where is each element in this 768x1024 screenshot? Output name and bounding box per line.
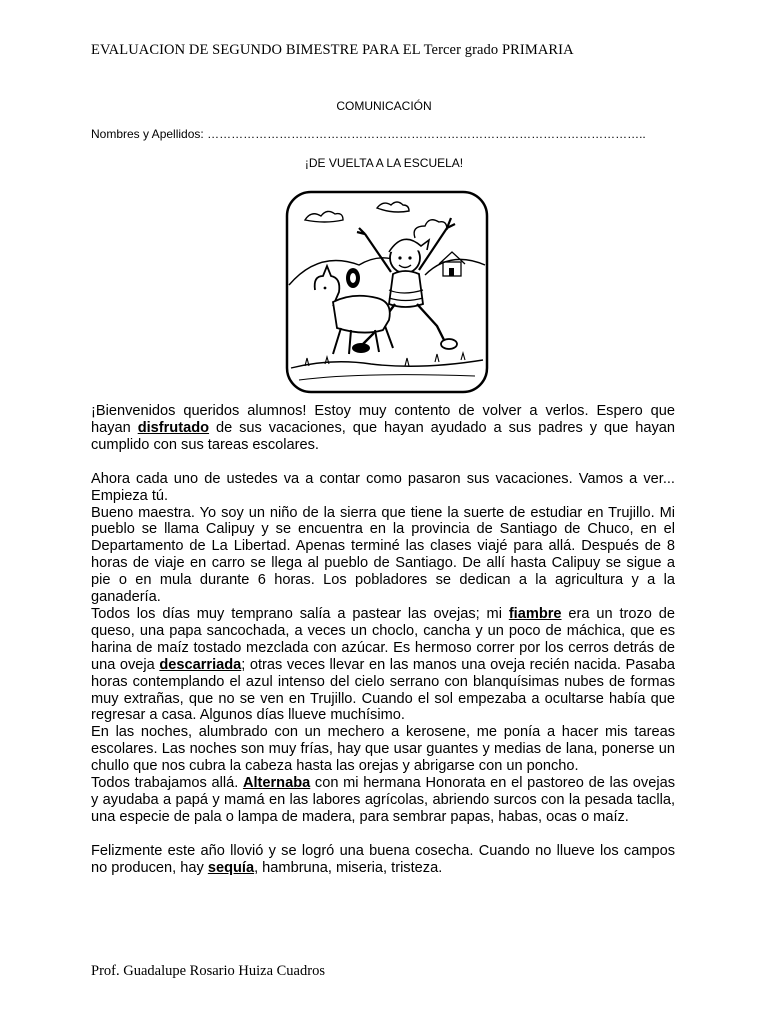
paragraph-ahora: Ahora cada uno de ustedes va a contar como pasaron sus vacaciones. Vamos a ver... Empieza tú. bbox=[91, 470, 675, 504]
names-blank-line: ……………………………………………………………………………………………….. bbox=[207, 127, 646, 141]
keyword-descarriada: descarriada bbox=[159, 656, 242, 673]
paragraph-felizmente: Felizmente este año llovió y se logró una buena cosecha. Cuando no llueve los campos no producen, hay sequía, hambruna, miseria, tristeza. bbox=[91, 842, 675, 876]
keyword-fiambre: fiambre bbox=[508, 605, 562, 622]
story-text bbox=[91, 403, 675, 877]
paragraph-todos-trabajamos: Todos trabajamos allá. Alternaba con mi hermana Honorata en el pastoreo de las ovejas y ayudaba a papá y mamá en las labores agrícolas, abriendo surcos con la pesada taclla, una especie de pala o lampa de madera, para sembrar papas, habas, ocas o maíz. bbox=[91, 775, 675, 825]
names-label: Nombres y Apellidos: bbox=[91, 127, 204, 141]
paragraph-welcome: ¡Bienvenidos queridos alumnos! Estoy muy contento de volver a verlos. Espero que hayan disfrutado de sus vacaciones, que hayan ayudado a sus padres y que hayan cumplido con sus tareas escolares. bbox=[91, 403, 675, 453]
names-field bbox=[91, 127, 691, 141]
child-and-llama-illustration bbox=[285, 190, 489, 394]
exam-header: EVALUACION DE SEGUNDO BIMESTRE PARA EL Tercer grado PRIMARIA bbox=[91, 42, 574, 58]
keyword-alternaba: Alternaba bbox=[242, 775, 311, 792]
paragraph-todos-los-dias: Todos los días muy temprano salía a pastear las ovejas; mi fiambre era un trozo de queso, una papa sancochada, a veces un choclo, cancha y un poco de máchica, que es harina de maíz tostado mezclada con azúcar. Es hermoso correr por los cerros detrás de una oveja descarriada; otras veces llevar en las manos una oveja recién nacida. Pasaba horas contemplando el azul intenso del cielo serrano con blanquísimas nubes de formas muy extrañas, que no se ven en Trujillo. Cuando el sol empezaba a ocultarse había que regresar a casa. Algunos días llueve muchísimo. bbox=[91, 605, 675, 724]
paragraph-bueno-maestra: Bueno maestra. Yo soy un niño de la sierra que tiene la suerte de estudiar en Trujillo. Mi pueblo se llama Calipuy y se encuentra en la provincia de Santiago de Chuco, en el Departamento de La Libertad. Apenas terminé las clases viajé para allá. Después de 8 horas de viaje en carro se llega al pueblo de Santiago. De allí hasta Calipuy se sigue a pie o en mula durante 6 horas. Los pobladores se dedican a la agricultura y a la ganadería. bbox=[91, 504, 675, 606]
paragraph-en-las-noches: En las noches, alumbrado con un mechero a kerosene, me ponía a hacer mis tareas escolares. Las noches son muy frías, hay que usar guantes y medias de lana, ponerse un chullo que nos cubra la cabeza hasta las orejas y abrigarse con un poncho. bbox=[91, 724, 675, 775]
keyword-disfrutado: disfrutado bbox=[137, 419, 210, 436]
story-title: ¡DE VUELTA A LA ESCUELA! bbox=[304, 156, 464, 170]
teacher-footer: Prof. Guadalupe Rosario Huiza Cuadros bbox=[91, 963, 325, 979]
keyword-sequia: sequía bbox=[207, 859, 255, 876]
subject-heading: COMUNICACIÓN bbox=[336, 99, 432, 113]
